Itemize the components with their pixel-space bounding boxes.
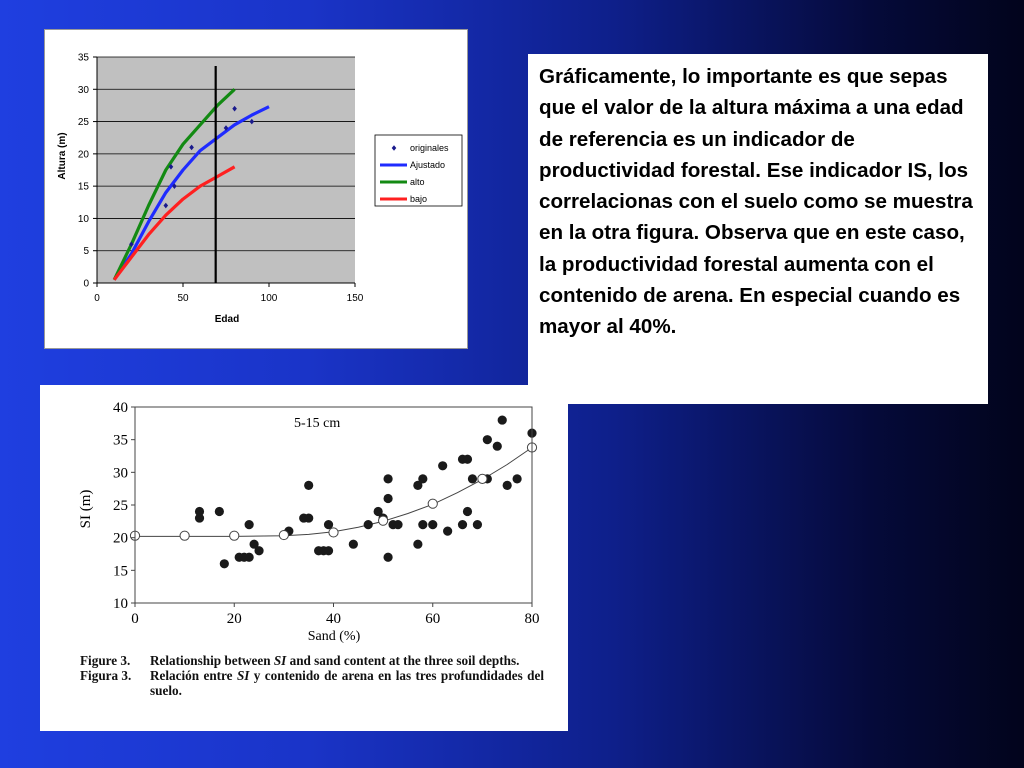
data-point-filled <box>245 553 254 562</box>
data-point-filled <box>349 540 358 549</box>
caption-text-em: SI <box>236 668 250 683</box>
data-point-filled <box>418 520 427 529</box>
data-point-filled <box>245 520 254 529</box>
data-point-filled <box>220 559 229 568</box>
data-point-filled <box>324 546 333 555</box>
data-point-filled <box>458 520 467 529</box>
x-tick-label: 0 <box>94 293 100 304</box>
data-point-filled <box>463 455 472 464</box>
data-point-filled <box>483 435 492 444</box>
caption-text-post: y contenido de arena en las tres profundidades del suelo. <box>150 668 544 698</box>
data-point-open <box>279 530 288 539</box>
x-tick-label: 60 <box>425 611 441 627</box>
data-point-filled <box>413 540 422 549</box>
caption-label: Figure 3. <box>80 653 131 668</box>
y-tick-label: 15 <box>77 181 89 193</box>
plot-frame <box>135 407 532 603</box>
x-tick-label: 50 <box>177 293 189 304</box>
caption-text-post: and sand content at the three soil depths. <box>286 653 520 668</box>
x-tick-label: 40 <box>326 611 341 627</box>
caption-text-pre: Relación entre <box>150 668 237 683</box>
data-point-filled <box>304 481 313 490</box>
legend-label: bajo <box>410 194 428 204</box>
data-point-open <box>478 474 487 483</box>
height-age-chart-panel <box>44 29 468 349</box>
data-point-filled <box>383 553 392 562</box>
data-point-filled <box>513 474 522 483</box>
x-tick-label: 150 <box>346 293 364 304</box>
data-point-open <box>329 528 338 537</box>
x-tick-label: 0 <box>131 611 139 627</box>
explanation-text: Gráficamente, lo importante es que sepas que el valor de la altura máxima a una edad de referencia es un indicador de productividad forestal. Ese indicador IS, los correlacionas con el suelo como se muestra en la otra figura. Observa que en este caso, la productividad forestal aumenta con el contenido de arena. En especial cuando es mayor al 40%. <box>539 65 973 339</box>
x-tick-label: 20 <box>226 611 242 627</box>
y-tick-label: 15 <box>113 563 128 580</box>
data-point-filled <box>468 474 477 483</box>
y-axis-label: SI (m) <box>78 489 94 529</box>
caption-english <box>40 653 568 668</box>
data-point-filled <box>438 461 447 470</box>
data-point-filled <box>493 442 502 451</box>
x-tick-label: 80 <box>524 611 540 627</box>
legend-label: Ajustado <box>410 160 446 170</box>
caption-text <box>150 653 568 668</box>
caption-text <box>150 668 568 698</box>
si-sand-chart <box>40 385 568 647</box>
figure-caption <box>40 653 568 698</box>
data-point-filled <box>418 474 427 483</box>
y-tick-label: 0 <box>83 278 89 290</box>
data-point-filled <box>443 527 452 536</box>
data-point-filled <box>304 513 313 522</box>
y-tick-label: 40 <box>113 400 128 416</box>
y-tick-label: 10 <box>77 213 89 225</box>
x-axis-label: Sand (%) <box>307 629 361 644</box>
data-point-filled <box>364 520 373 529</box>
data-point-filled <box>428 520 437 529</box>
data-point-filled <box>473 520 482 529</box>
y-tick-label: 20 <box>77 149 89 161</box>
y-tick-label: 35 <box>77 52 89 64</box>
data-point-filled <box>383 474 392 483</box>
y-tick-label: 30 <box>77 84 89 96</box>
y-tick-label: 20 <box>113 530 128 547</box>
fit-curve <box>135 448 532 537</box>
height-age-legend <box>375 135 462 206</box>
y-tick-label: 25 <box>113 498 128 514</box>
y-tick-label: 5 <box>83 246 89 258</box>
data-point-filled <box>463 507 472 516</box>
depth-annotation: 5-15 cm <box>294 416 341 431</box>
data-point-open <box>180 531 189 540</box>
height-age-chart <box>45 30 467 348</box>
data-point-filled <box>498 415 507 424</box>
legend-label: originales <box>410 143 449 153</box>
x-axis-label: Edad <box>214 314 240 325</box>
x-tick-label: 100 <box>260 293 278 304</box>
caption-text-pre: Relationship between <box>150 653 274 668</box>
data-point-open <box>230 531 239 540</box>
data-point-filled <box>215 507 224 516</box>
caption-label: Figura 3. <box>80 668 132 683</box>
caption-spanish <box>40 668 568 698</box>
data-point-filled <box>254 546 263 555</box>
data-point-filled <box>195 513 204 522</box>
y-tick-label: 10 <box>113 596 128 612</box>
y-tick-label: 30 <box>113 465 128 482</box>
caption-text-em: SI <box>273 653 287 668</box>
legend-label: alto <box>410 177 425 187</box>
y-tick-label: 25 <box>77 117 89 129</box>
data-point-filled <box>393 520 402 529</box>
y-tick-label: 35 <box>113 432 128 449</box>
data-point-open <box>379 516 388 525</box>
explanation-textbox <box>528 54 988 404</box>
y-axis-label: Altura (m) <box>57 132 68 180</box>
data-point-open <box>428 499 437 508</box>
data-point-filled <box>503 481 512 490</box>
data-point-filled <box>383 494 392 503</box>
